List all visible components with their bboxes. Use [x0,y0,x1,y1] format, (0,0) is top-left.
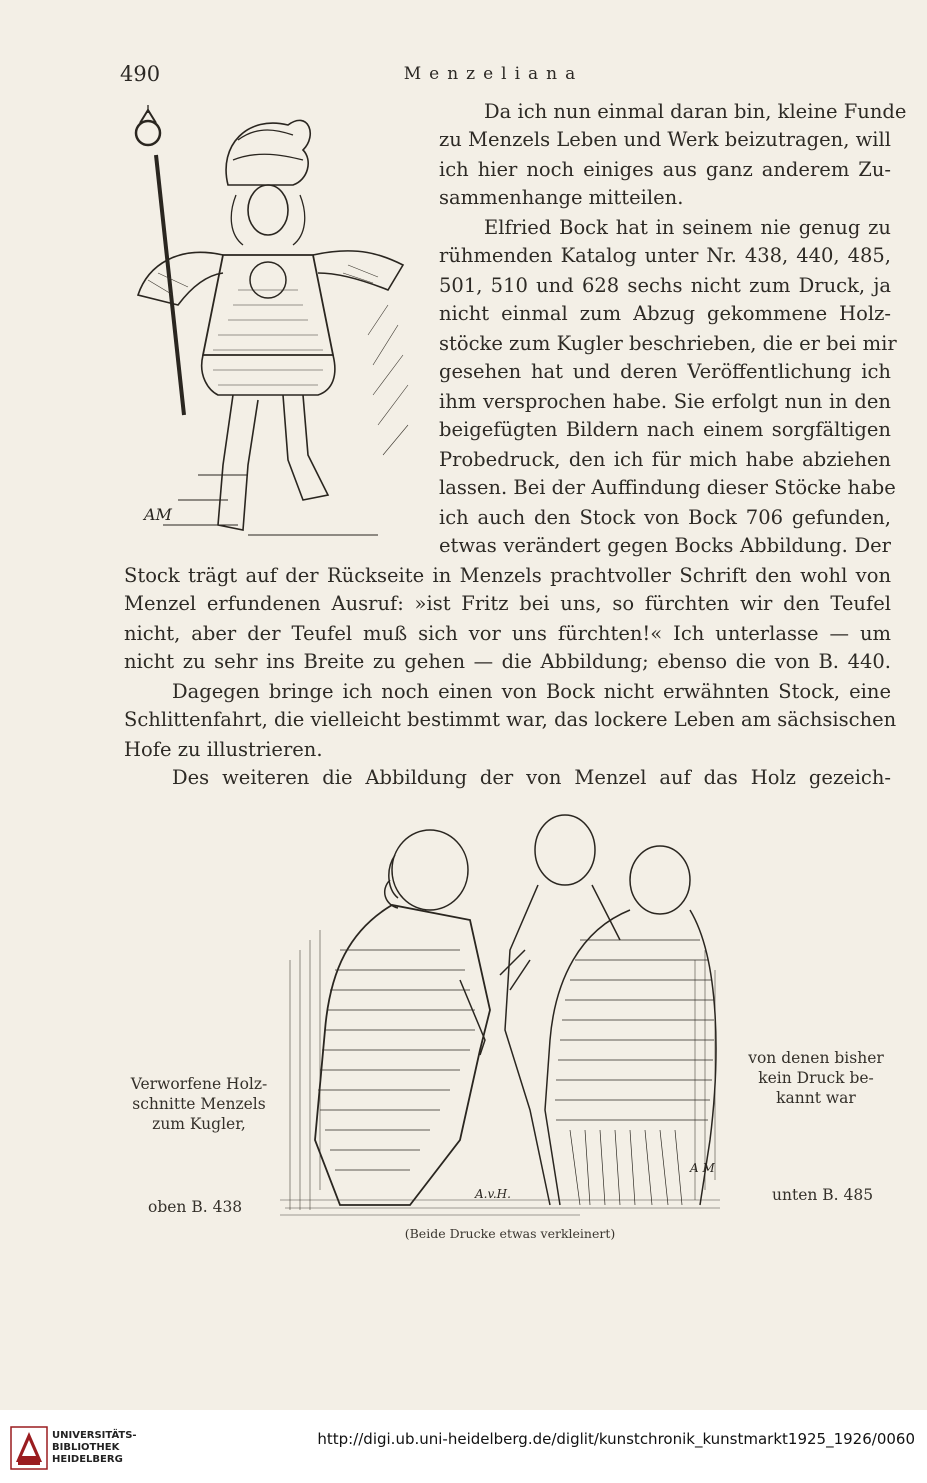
text-line: etwas verändert gegen Bocks Abbildung. Der [439,534,891,557]
bottom-figure-monogram: A M [690,1161,715,1175]
text-line: ich hier noch einiges aus ganz anderem Zu- [439,158,891,181]
text-line: beigefügten Bildern nach einem sorgfältigen [439,418,891,441]
text-line: sammenhange mitteilen. [439,186,684,209]
text-line: nicht, aber der Teufel muß sich vor uns fürchten!« Ich unterlasse — um [124,622,891,645]
right-caption [740,1048,892,1108]
running-head [0,62,927,88]
text-line: rühmenden Katalog unter Nr. 438, 440, 485, [439,244,891,267]
text-line: Dagegen bringe ich noch einen von Bock nicht erwähnten Stock, eine [172,680,891,703]
right-caption-ref: unten B. 485 [772,1186,874,1204]
three-courtiers-engraving [280,810,730,1222]
source-url[interactable]: http://digi.ub.uni-heidelberg.de/diglit/kunstchronik_kunstmarkt1925_1926/0060 [317,1430,915,1448]
text-line: lassen. Bei der Auffindung dieser Stöcke habe [439,476,896,499]
text-line: nicht zu sehr ins Breite zu gehen — die Abbildung; ebenso die von B. 440. [124,650,891,673]
library-name-line: UNIVERSITÄTS- [52,1430,137,1441]
caption-line: kein Druck be- [758,1069,874,1087]
text-line: Des weiteren die Abbildung der von Menzel auf das Holz gezeich- [172,766,891,789]
text-line: gesehen hat und deren Veröffentlichung ich [439,360,891,383]
top-figure-monogram: AM [144,505,172,524]
text-line: ihm versprochen habe. Sie erfolgt nun in den [439,390,891,413]
figure-three-courtiers [280,810,730,1222]
caption-line: zum Kugler, [152,1115,246,1133]
library-name-line: HEIDELBERG [52,1454,123,1465]
caption-line: von denen bisher [748,1049,884,1067]
text-line: Schlittenfahrt, die vielleicht bestimmt war, das lockere Leben am sächsischen [124,708,897,731]
caption-line: kannt war [776,1089,856,1107]
text-line: zu Menzels Leben und Werk beizutragen, will [439,128,892,151]
library-seal-icon [10,1426,48,1470]
library-name [52,1430,137,1466]
text-line: nicht einmal zum Abzug gekommene Holz- [439,302,891,325]
text-line: Menzel erfundenen Ausruf: »ist Fritz bei uns, so fürchten wir den Teufel [124,592,891,615]
bottom-figure-engraver-mark: A.v.H. [475,1187,511,1201]
text-line: ich auch den Stock von Bock 706 gefunden, [439,506,891,529]
left-caption-ref: oben B. 438 [148,1198,243,1216]
text-line: Da ich nun einmal daran bin, kleine Funde [484,100,907,123]
library-name-line: BIBLIOTHEK [52,1442,120,1453]
text-line: Stock trägt auf der Rückseite in Menzels prachtvoller Schrift den wohl von [124,564,891,587]
text-line: Hofe zu illustrieren. [124,738,323,761]
figure-caption: (Beide Drucke etwas verkleinert) [404,1226,616,1241]
text-line: Elfried Bock hat in seinem nie genug zu [484,216,891,239]
figure-costumed-page [118,105,418,555]
costumed-page-engraving [118,105,418,555]
text-line: 501, 510 und 628 sechs nicht zum Druck, ja [439,274,891,297]
page-number: 490 [120,62,161,86]
text-line: stöcke zum Kugler beschrieben, die er bei mir [439,332,897,355]
text-line: Probedruck, den ich für mich habe abziehen [439,448,891,471]
caption-line: Verworfene Holz- [130,1075,268,1093]
left-caption [124,1074,274,1134]
caption-line: schnitte Menzels [132,1095,266,1113]
library-logo [10,1426,48,1474]
running-title: Menzeliana [403,64,584,84]
